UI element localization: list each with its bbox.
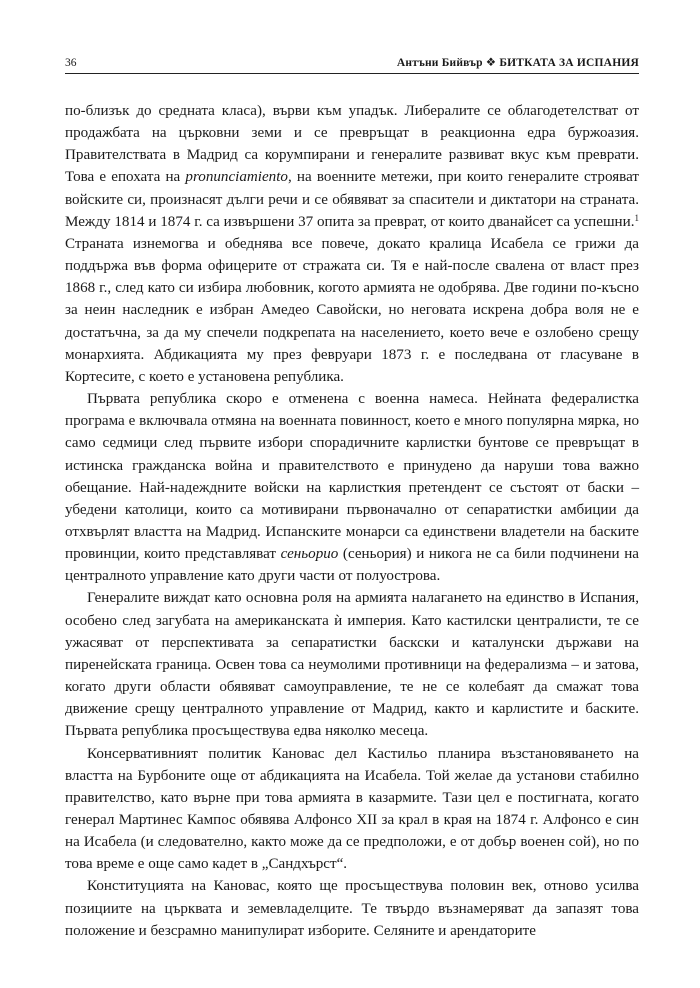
author-name: Антъни Бийвър xyxy=(396,57,483,69)
page-number: 36 xyxy=(65,57,77,69)
text-segment: (сеньория) и никога не са били подчинени на централното управление като други части от полуострова. xyxy=(65,546,639,585)
text-segment: Консервативният политик Кановас дел Кастильо планира възстановяването на властта на Бурбоните още от абдикацията на Исабела. Той желае да установи стабилно правителство, като върне при това армията в казармите. Тази цел е постигната, когато генерал Мартинес Кампос обявява Алфонсо XII за крал в края на 1874 г. Алфонсо е син на Исабела (и следователно, както може да се предположи, е от добър военен сой), но по това време е още само кадет в „Сандхърст“. xyxy=(65,745,639,873)
paragraph xyxy=(65,388,639,587)
footnote-marker: 1 xyxy=(634,212,639,223)
diamond-separator-icon: ❖ xyxy=(485,57,497,69)
text-segment: Генералите виждат като основна роля на армията налагането на единство в Испания, особено след загубата на американската ѝ империя. Като кастилски централисти, те се ужасяват от перспективата за сепаратистки баскски и каталунски държави на пиренейската граница. Освен това са неумолими противници на федерализма – и затова, когато други области обявяват самоуправление, те не се колебаят да смажат това движение срещу централното управление от Мадрид, както и карлистите и баските. Първата република просъществува едва няколко месеца. xyxy=(65,590,639,740)
paragraph xyxy=(65,875,639,941)
running-header xyxy=(65,55,639,74)
book-title: БИТКАТА ЗА ИСПАНИЯ xyxy=(499,57,639,69)
text-segment: Конституцията на Кановас, която ще просъществува половин век, отново усилва позициите на църквата и земевладелците. Те твърдо възнамеряват да запазят това положение и безсрамно манипулират изборите. Селяните и арендаторите xyxy=(65,878,639,939)
text-segment: по-близък до средната класа), върви към упадък. Либералите се облагодетелстват от продажбата на църковни земи и се превръщат в реакционна едра буржоазия. Правителствата в Мадрид са корумпирани и генералите развиват вкус към преврати. Това е епохата на xyxy=(65,103,639,186)
italic-term: pronunciamiento xyxy=(185,169,288,186)
running-title xyxy=(397,55,639,69)
text-segment: Страната изнемогва и обеднява все повече, докато кралица Исабела се грижи да поддържа във форма офицерите от стражата си. Тя е най-после свалена от власт през 1868 г., след като си избира любовник, когото армията не одобрява. Две години по-късно за неин наследник е избран Амедео Савойски, но неговата искрена добра воля не е достатъчна, за да му спечели подкрепата на населението, което вече е озлобено срещу монархията. Абдикацията му през февруари 1873 г. е последвана от гласуване в Кортесите, с което е установена република. xyxy=(65,235,639,385)
italic-term: сеньорио xyxy=(280,546,339,563)
body-text xyxy=(65,100,639,942)
paragraph xyxy=(65,743,639,876)
text-segment: , на военните метежи, при които генералите строяват войските си, произнасят дълги речи и се обявяват за спасители и диктатори на страната. Между 1814 и 1874 г. са извършени 37 опита за преврат, от които дванайсет са успешни. xyxy=(65,169,640,230)
paragraph xyxy=(65,100,639,388)
paragraph xyxy=(65,587,639,742)
book-page xyxy=(65,55,639,942)
text-segment: Първата република скоро е отменена с военна намеса. Нейната федералистка програма е включвала отмяна на военната повинност, което е много популярна мярка, но само седмици след първите избори спорадичните карлистки бунтове се превръщат в истинска гражданска война и правителството е принудено да наруши това важно обещание. Най-надеждните войски на карлисткия претендент се състоят от баски – убедени католици, които са мотивирани първоначално от сепаратистки амбиции да отхвърлят властта на Мадрид. Испанските монарси са единствени владетели на баските провинции, които представляват xyxy=(65,391,639,563)
